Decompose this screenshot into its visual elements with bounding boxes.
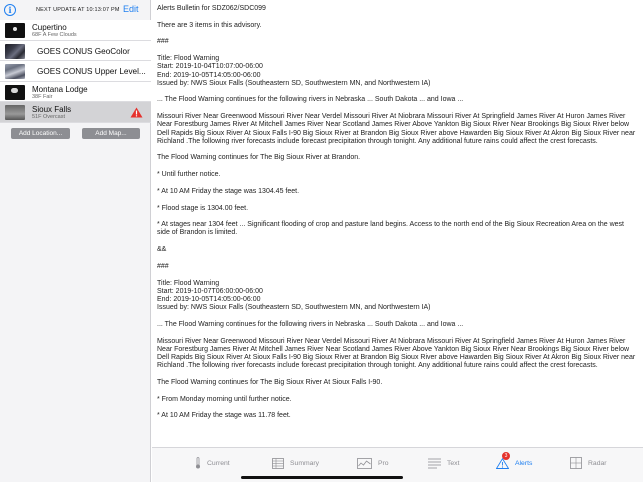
tab-label: Pro (378, 459, 389, 467)
alert-start: Start: 2019-10-07T06:00:00-06:00 (157, 287, 263, 295)
alert-continues: The Flood Warning continues for The Big Sioux River At Sioux Falls I-90. (157, 378, 383, 386)
tab-alerts[interactable] (496, 453, 533, 470)
tab-pro[interactable] (357, 456, 389, 470)
tab-label: Alerts (515, 459, 533, 467)
alert-title: Title: Flood Warning (157, 55, 220, 63)
alert-issuer: Issued by: NWS Sioux Falls (Southeastern SD, Southwestern MN, and Northwestern IA) (157, 79, 431, 87)
alert-title: Title: Flood Warning (157, 279, 220, 287)
alert-until: * Until further notice. (157, 171, 221, 179)
next-update-label: NEXT UPDATE AT 10:13:07 PM (36, 7, 120, 13)
location-item-montana-lodge[interactable] (0, 82, 151, 103)
tab-radar[interactable] (570, 456, 607, 470)
alert-meta (157, 280, 637, 313)
alert-end: End: 2019-10-05T14:05:00-06:00 (157, 71, 261, 79)
alert-meta (157, 55, 637, 88)
add-map-button[interactable]: Add Map... (82, 128, 140, 139)
home-indicator[interactable] (241, 476, 403, 479)
tab-label: Summary (290, 459, 320, 467)
clear-night-icon (5, 23, 25, 38)
alert-intro: ... The Flood Warning continues for the following rivers in Nebraska ... South Dakota ... and Iowa ... (157, 96, 464, 104)
separator: ### (157, 38, 169, 46)
location-conditions: 38F Fair (32, 93, 53, 100)
edit-button[interactable]: Edit (123, 4, 139, 14)
tab-current[interactable] (195, 456, 230, 470)
tab-text[interactable] (428, 456, 459, 470)
alert-rivers: Missouri River Near Greenwood Missouri River Near Verdel Missouri River At Niobrara Missouri River At Springfield James River At Huron James River Near Forestburg James River At Mitchell James River Near Scotland James River Above Yankton Big Sioux River Near Brookings Big Sioux River below Dell Rapids Big Sioux River At Sioux Falls I-90 Big Sioux River at Brandon Big Sioux River above Hawarden Big Sioux River At Akron Big Sioux River near Richland .The following river forecasts include forecast precipitation through tonight. Any additional future rains could affect the crest forecasts. (157, 113, 636, 145)
location-conditions: 51F Overcast (32, 114, 66, 121)
location-item-goes-upper-level[interactable] (0, 61, 151, 82)
location-list (0, 20, 151, 123)
add-location-button[interactable]: Add Location... (11, 128, 70, 139)
alert-stage: * At 10 AM Friday the stage was 11.78 feet. (157, 412, 291, 420)
info-icon[interactable]: i (4, 4, 16, 16)
bulletin-count: There are 3 items in this advisory. (157, 21, 262, 29)
thermometer-icon (195, 457, 201, 469)
alert-end: End: 2019-10-05T14:05:00-06:00 (157, 295, 261, 303)
overcast-icon (5, 105, 25, 120)
location-name: Cupertino (32, 23, 67, 32)
alert-issuer: Issued by: NWS Sioux Falls (Southeastern SD, Southwestern MN, and Northwestern IA) (157, 304, 431, 312)
alerts-badge: 3 (502, 452, 510, 460)
table-icon (272, 458, 284, 469)
sidebar-header (0, 0, 151, 20)
clear-night-icon (5, 85, 25, 100)
alerts-bulletin-panel[interactable] (152, 0, 643, 447)
alert-intro: ... The Flood Warning continues for the following rivers in Nebraska ... South Dakota ... and Iowa ... (157, 320, 464, 328)
alert-start: Start: 2019-10-04T10:07:00-06:00 (157, 63, 263, 71)
alert-rivers: Missouri River Near Greenwood Missouri River Near Verdel Missouri River At Niobrara Missouri River At Springfield James River At Huron James River Near Forestburg James River At Mitchell James River Near Scotland James River Above Yankton Big Sioux River Near Brookings Big Sioux River below Dell Rapids Big Sioux River At Sioux Falls I-90 Big Sioux River at Brandon Big Sioux River above Hawarden Big Sioux River At Akron Big Sioux River near Richland .The following river forecasts include forecast precipitation through tonight. Any additional future rains could affect the crest forecasts. (157, 337, 636, 370)
bulletin-text (152, 0, 643, 421)
tab-label: Text (447, 459, 460, 467)
location-name: GOES CONUS GeoColor (37, 46, 130, 56)
warning-icon[interactable] (130, 107, 143, 118)
tab-summary[interactable] (272, 456, 319, 470)
location-conditions: 68F A Few Clouds (32, 32, 77, 38)
separator: ### (157, 262, 169, 270)
tab-bar (152, 447, 643, 482)
alert-from: * From Monday morning until further notice. (157, 395, 292, 403)
location-name: Montana Lodge (32, 84, 88, 94)
location-item-sioux-falls[interactable] (0, 102, 151, 123)
satellite-map-icon (5, 44, 25, 59)
location-item-cupertino[interactable] (0, 20, 151, 41)
alert-impact: * At stages near 1304 feet ... Significant flooding of crop and pasture land begins. Access to the north end of the Big Sioux Recreation Area on the west side of Brandon is limited. (157, 221, 624, 237)
satellite-map-icon (5, 64, 25, 79)
text-lines-icon (428, 458, 441, 469)
locations-sidebar (0, 0, 151, 482)
alert-end-mark: && (157, 246, 167, 254)
sidebar-actions (0, 128, 151, 142)
bulletin-header: Alerts Bulletin for SDZ062/SDC099 (157, 5, 266, 12)
tab-label: Radar (588, 459, 607, 467)
tab-label: Current (207, 459, 230, 467)
location-name: Sioux Falls (32, 105, 72, 115)
alert-flood-stage: * Flood stage is 1304.00 feet. (157, 204, 249, 212)
radar-grid-icon (570, 457, 582, 469)
graph-icon (357, 458, 372, 469)
alert-stage: * At 10 AM Friday the stage was 1304.45 feet. (157, 187, 300, 195)
alert-continues: The Flood Warning continues for The Big Sioux River at Brandon. (157, 154, 361, 162)
location-name: GOES CONUS Upper Level... (37, 67, 146, 77)
location-item-goes-geocolor[interactable] (0, 41, 151, 62)
